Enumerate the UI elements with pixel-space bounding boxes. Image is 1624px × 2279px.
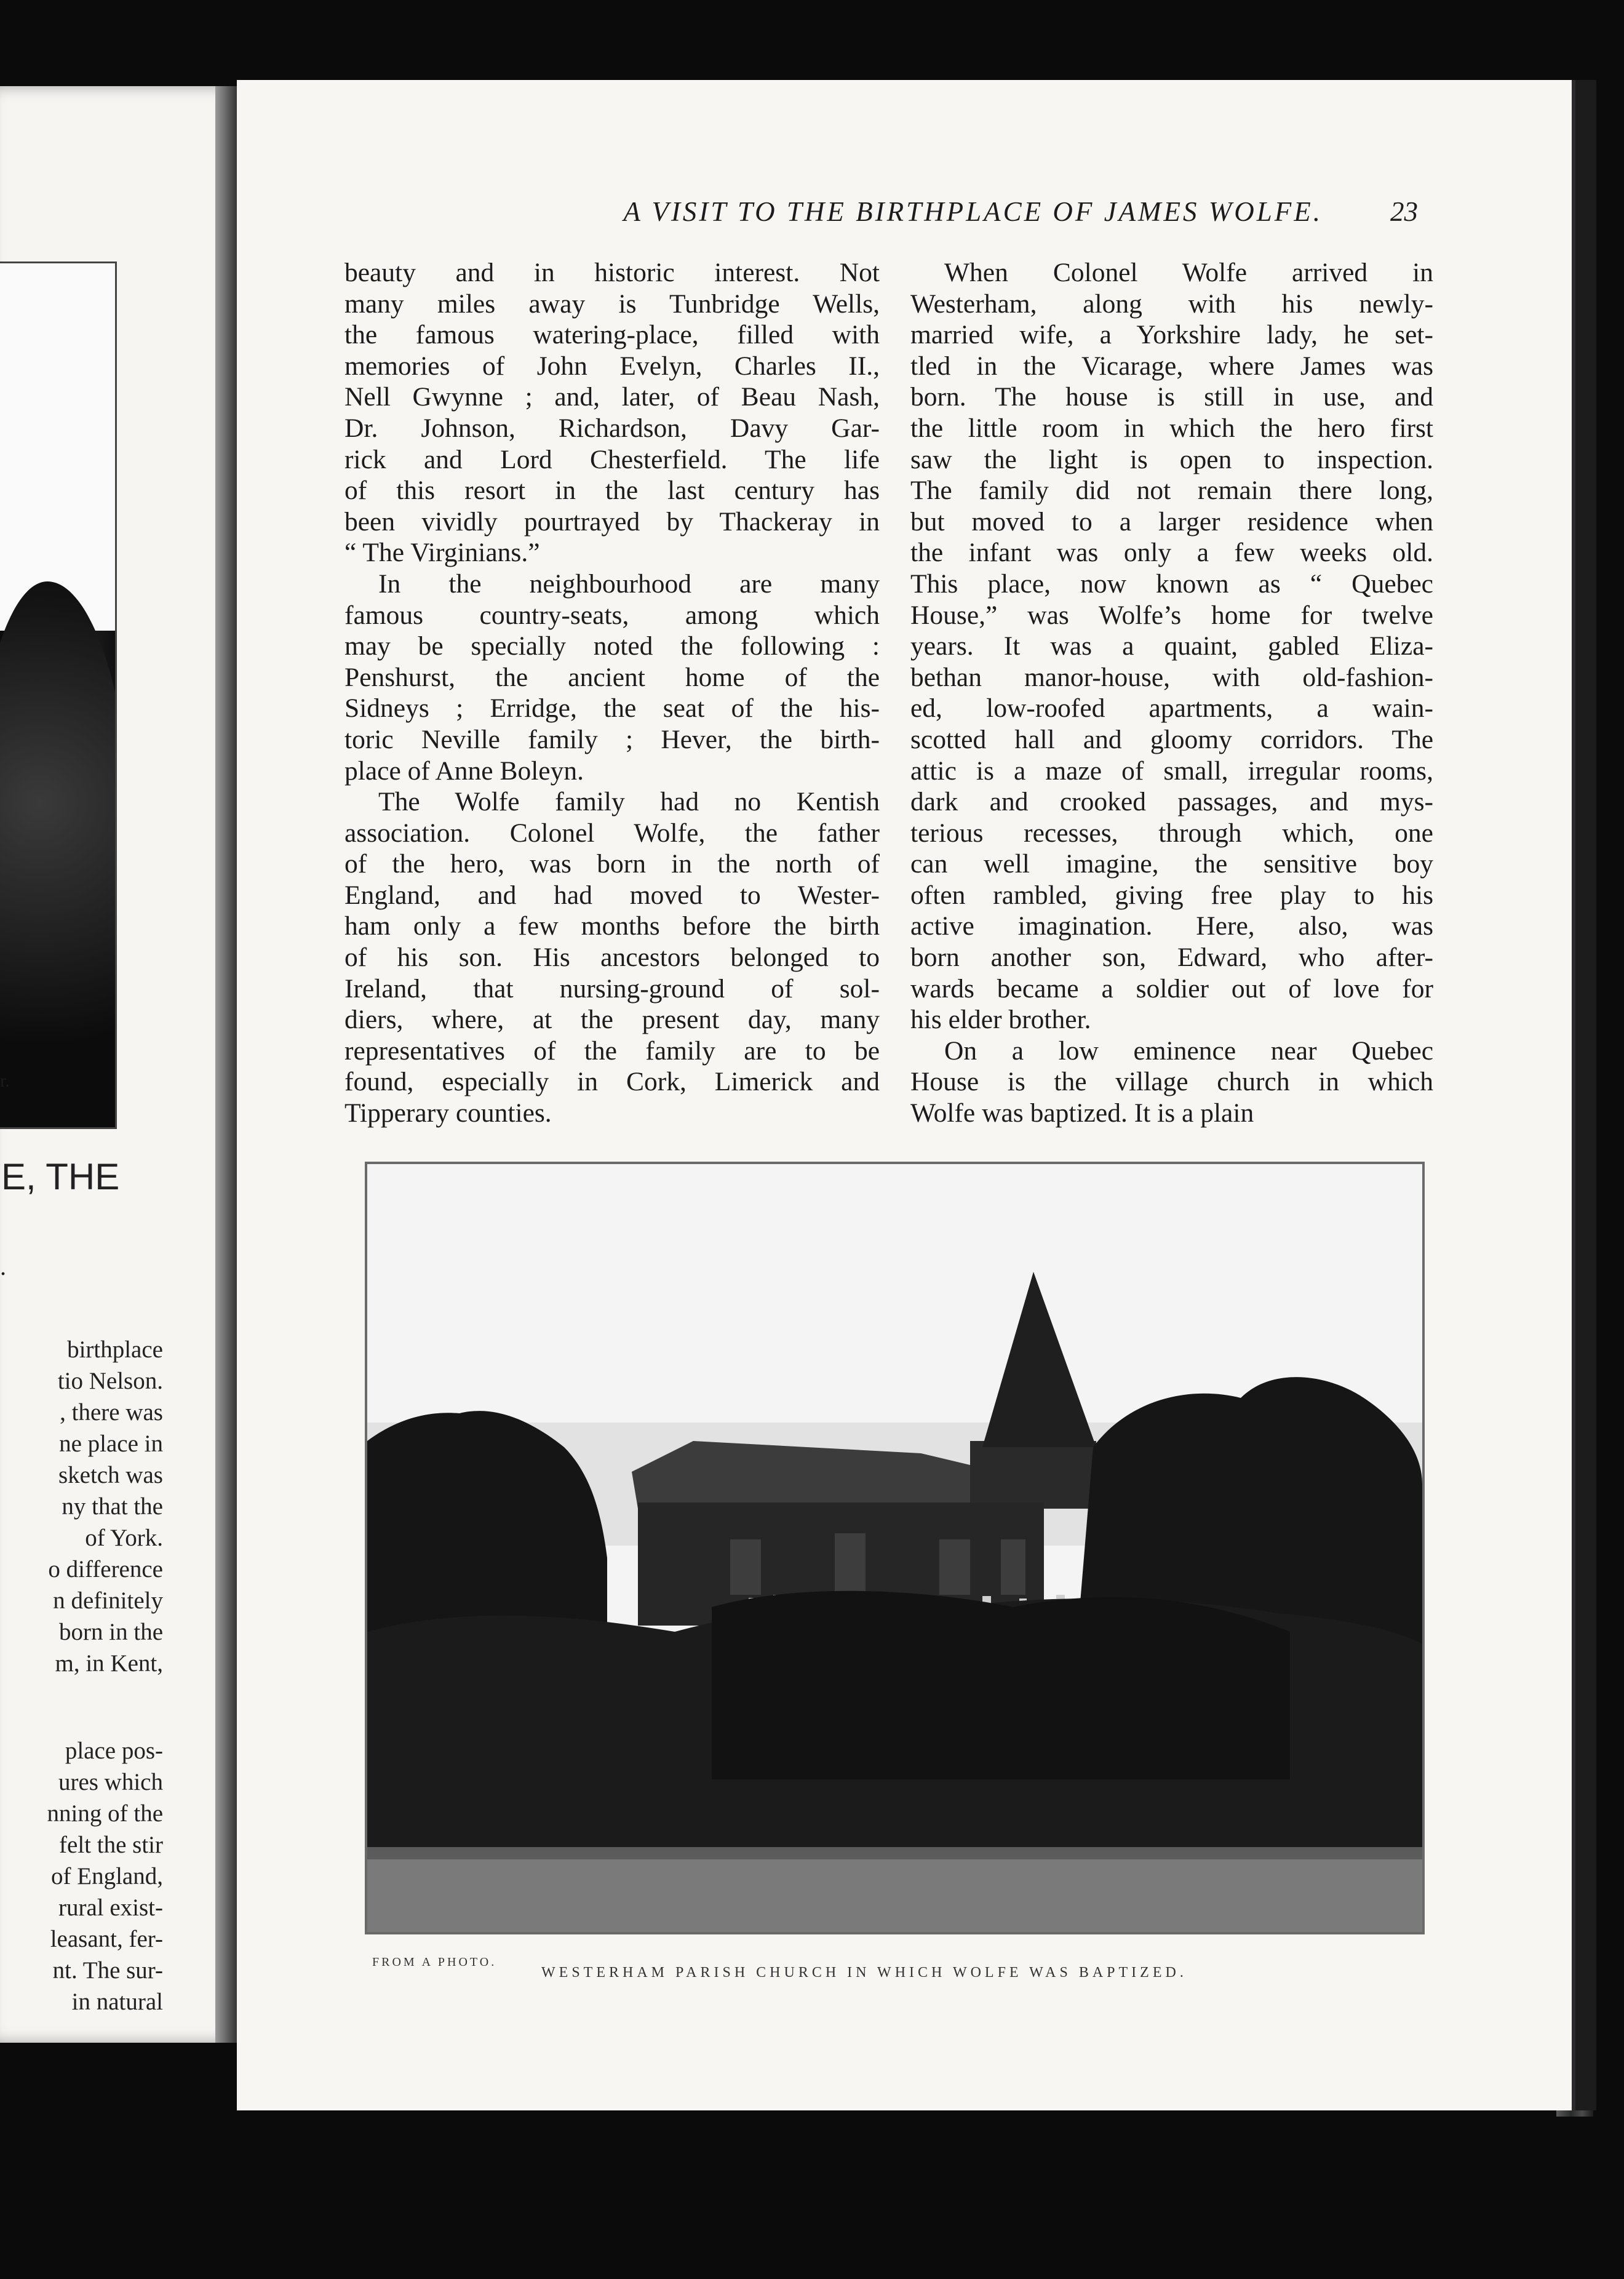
text-line: active imagination. Here, also, was [910, 911, 1433, 941]
text-line: bethan manor-house, with old-fashion- [910, 662, 1433, 692]
text-line: of the hero, was born in the north of [344, 849, 880, 879]
text-line: attic is a maze of small, irregular rooms, [910, 756, 1433, 786]
right-text-column [910, 257, 1433, 1129]
text-line: England, and had moved to Wester- [344, 880, 880, 910]
facing-page-line: , there was [60, 1399, 163, 1426]
facing-page-line: felt the stir [59, 1832, 163, 1858]
text-line: beauty and in historic interest. Not [344, 258, 880, 287]
text-line: diers, where, at the present day, many [344, 1005, 880, 1035]
text-line: ham only a few months before the birth [344, 911, 880, 941]
text-line: Penshurst, the ancient home of the [344, 662, 880, 692]
text-line: saw the light is open to inspection. [910, 444, 1433, 474]
text-line: On a low eminence near Quebec [944, 1036, 1433, 1066]
text-line: often rambled, giving free play to his [910, 880, 1433, 910]
text-line: of this resort in the last century has [344, 476, 880, 506]
text-line: Ireland, that nursing-ground of sol- [344, 973, 880, 1004]
text-line: the infant was only a few weeks old. [910, 538, 1433, 568]
text-line: rick and Lord Chesterfield. The life [344, 444, 880, 474]
text-line: House is the village church in which [910, 1067, 1433, 1097]
text-line: Dr. Johnson, Richardson, Davy Gar- [344, 413, 880, 443]
text-line: the famous watering-place, filled with [344, 320, 880, 350]
text-line: This place, now known as “ Quebec [910, 569, 1433, 599]
text-line: Nell Gwynne ; and, later, of Beau Nash, [344, 382, 880, 412]
facing-page-text [0, 86, 240, 2043]
text-line: many miles away is Tunbridge Wells, [344, 289, 880, 319]
text-line: ed, low-roofed apartments, a wain- [910, 693, 1433, 724]
left-text-column [344, 257, 880, 1129]
photo-caption: WESTERHAM PARISH CHURCH IN WHICH WOLFE WAS BAPTIZED. [541, 1965, 1187, 1981]
text-line: scotted hall and gloomy corridors. The [910, 724, 1433, 754]
facing-page-line: o difference [48, 1556, 163, 1583]
text-line: years. It was a quaint, gabled Eliza- [910, 631, 1433, 661]
text-line: famous country-seats, among which [344, 600, 880, 630]
text-line: the little room in which the hero first [910, 413, 1433, 443]
text-line: Westerham, along with his newly- [910, 289, 1433, 319]
facing-page-line: ne place in [59, 1431, 163, 1457]
text-line: born another son, Edward, who after- [910, 943, 1433, 973]
running-head: A VISIT TO THE BIRTHPLACE OF JAMES WOLFE. [623, 196, 1323, 227]
text-line: can well imagine, the sensitive boy [910, 849, 1433, 879]
photo-credit: FROM A PHOTO. [372, 1955, 497, 1969]
text-line: In the neighbourhood are many [378, 569, 880, 599]
text-line: found, especially in Cork, Limerick and [344, 1067, 880, 1097]
facing-page-caption-fragment: r. [0, 1071, 10, 1091]
facing-page-line: leasant, fer- [50, 1926, 163, 1952]
text-line: toric Neville family ; Hever, the birth- [344, 724, 880, 754]
facing-page-line: n definitely [53, 1587, 163, 1614]
facing-page-line: place pos- [65, 1738, 163, 1764]
facing-page-line: rural exist- [58, 1894, 163, 1921]
facing-page-line: born in the [59, 1619, 163, 1645]
facing-page-heading: E, THE [1, 1156, 120, 1197]
text-line: Sidneys ; Erridge, the seat of the his- [344, 693, 880, 724]
facing-page-heading-fragment: . [0, 1253, 6, 1280]
text-line: “ The Virginians.” [344, 538, 540, 568]
text-line: memories of John Evelyn, Charles II., [344, 351, 880, 381]
text-line: representatives of the family are to be [344, 1036, 880, 1066]
text-line: The family did not remain there long, [910, 476, 1433, 506]
text-line: Wolfe was baptized. It is a plain [910, 1098, 1254, 1128]
text-line: his elder brother. [910, 1005, 1091, 1035]
text-line: tled in the Vicarage, where James was [910, 351, 1433, 381]
text-line: married wife, a Yorkshire lady, he set- [910, 320, 1433, 350]
text-line: terious recesses, through which, one [910, 818, 1433, 848]
facing-page-line: nning of the [47, 1800, 163, 1827]
facing-page-line: of England, [51, 1863, 163, 1890]
text-line: association. Colonel Wolfe, the father [344, 818, 880, 848]
facing-page-line: in natural [71, 1989, 163, 2015]
facing-page-line: ures which [58, 1769, 163, 1795]
text-line: When Colonel Wolfe arrived in [944, 258, 1433, 287]
facing-page-line: m, in Kent, [55, 1650, 163, 1677]
text-line: The Wolfe family had no Kentish [378, 787, 880, 817]
facing-page-line: birthplace [67, 1336, 163, 1363]
facing-page [0, 86, 240, 2043]
facing-page-line: sketch was [58, 1462, 163, 1488]
church-photograph [365, 1162, 1425, 1934]
text-line: been vividly pourtrayed by Thackeray in [344, 506, 880, 537]
page-number: 23 [1390, 196, 1418, 227]
text-line: but moved to a larger residence when [910, 506, 1433, 537]
text-line: place of Anne Boleyn. [344, 756, 584, 786]
text-line: may be specially noted the following : [344, 631, 880, 661]
text-line: of his son. His ancestors belonged to [344, 943, 880, 973]
facing-page-line: of York. [85, 1525, 163, 1551]
text-line: dark and crooked passages, and mys- [910, 787, 1433, 817]
facing-page-line: tio Nelson. [57, 1368, 163, 1394]
text-line: Tipperary counties. [344, 1098, 552, 1128]
text-line: wards became a soldier out of love for [910, 973, 1433, 1004]
text-line: born. The house is still in use, and [910, 382, 1433, 412]
text-line: House,” was Wolfe’s home for twelve [910, 600, 1433, 630]
church-illustration [367, 1164, 1422, 1932]
facing-page-line: ny that the [62, 1493, 163, 1520]
facing-page-line: nt. The sur- [52, 1957, 163, 1984]
